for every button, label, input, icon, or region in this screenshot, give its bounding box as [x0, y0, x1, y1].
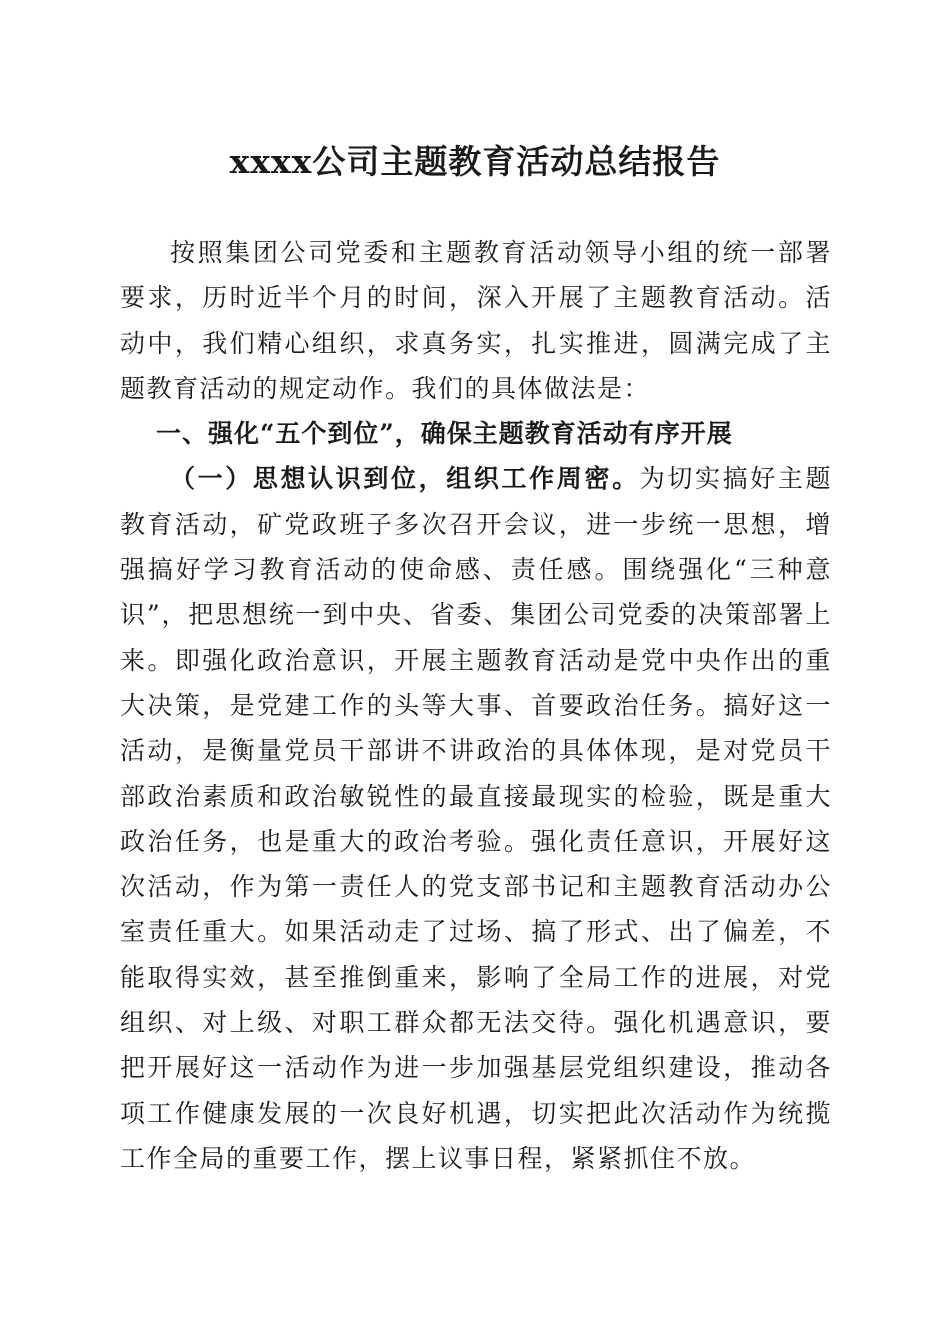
document-body — [120, 230, 832, 1181]
intro-paragraph: 按照集团公司党委和主题教育活动领导小组的统一部署要求，历时近半个月的时间，深入开展了主题教育活动。活动中，我们精心组织，求真务实，扎实推进，圆满完成了主题教育活动的规定动作。我们的具体做法是： — [120, 238, 832, 403]
subsection-text: 为切实搞好主题教育活动，矿党政班子多次召开会议，进一步统一思想，增强搞好学习教育活动的使命感、责任感。围绕强化“三种意识”，把思想统一到中央、省委、集团公司党委的决策部署上来。即强化政治意识，开展主题教育活动是党中央作出的重大决策，是党建工作的头等大事、首要政治任务。搞好这一活动，是衡量党员干部讲不讲政治的具体体现，是对党员干部政治素质和政治敏锐性的最直接最现实的检验，既是重大政治任务，也是重大的政治考验。强化责任意识，开展好这次活动，作为第一责任人的党支部书记和主题教育活动办公室责任重大。如果活动走了过场、搞了形式、出了偏差，不能取得实效，甚至推倒重来，影响了全局工作的进展，对党组织、对上级、对职工群众都无法交待。强化机遇意识，要把开展好这一活动作为进一步加强基层党组织建设，推动各项工作健康发展的一次良好机遇，切实把此次活动作为统揽工作全局的重要工作，摆上议事日程，紧紧抓住不放。 — [120, 464, 832, 1173]
subsection-label: （一）思想认识到位，组织工作周密。 — [170, 464, 640, 494]
section-heading: 一、强化“五个到位”，确保主题教育活动有序开展 — [156, 419, 733, 449]
subsection-paragraph — [120, 456, 832, 1181]
document-title: xxxx公司主题教育活动总结报告 — [229, 142, 721, 181]
